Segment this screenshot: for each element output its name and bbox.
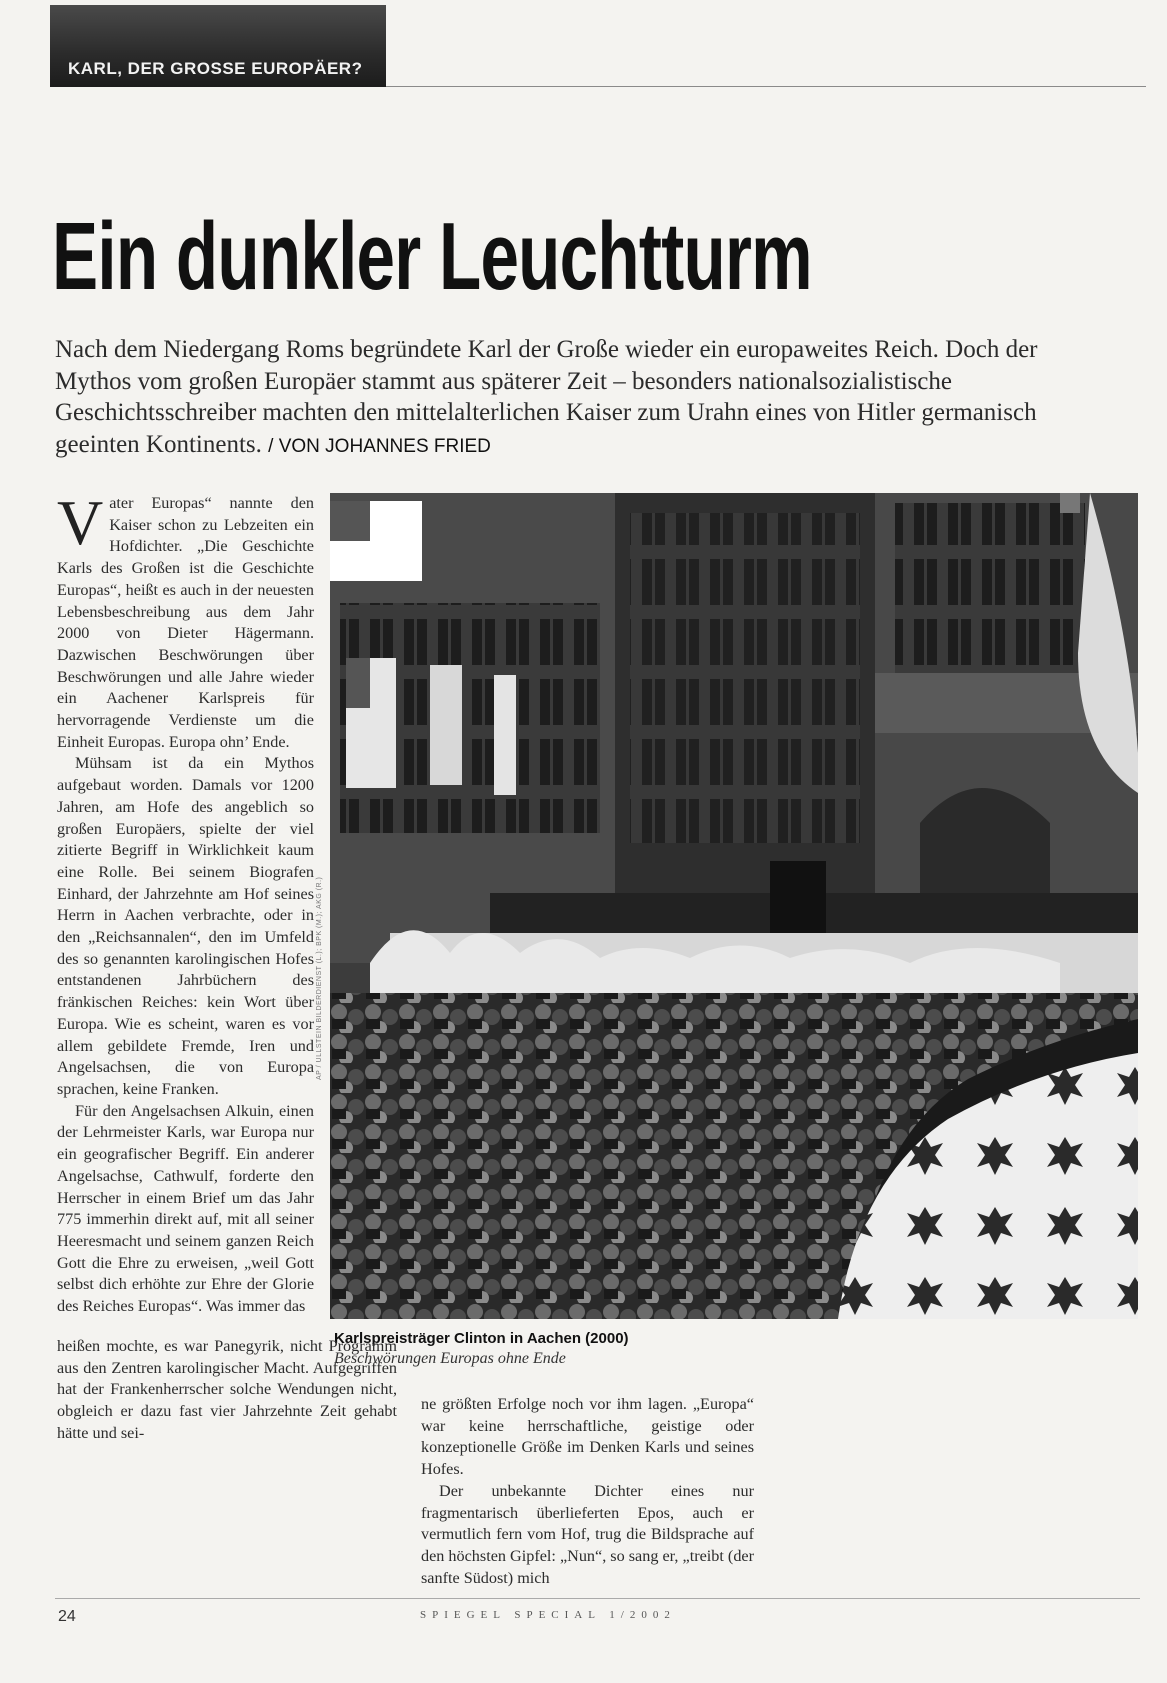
drop-cap: V (57, 487, 104, 558)
paragraph-4: Der unbekannte Dichter eines nur fragmentarisch überlieferten Epos, auch er vermutlich fern vom Hof, trug die Bildsprache auf den höchsten Gipfel: „Nun“, so sang er, „treibt (der sanfte Südost) mich (421, 1481, 754, 1587)
article-deck (55, 334, 1040, 462)
body-column-left (57, 487, 314, 1318)
ceremony-photo (330, 493, 1138, 1319)
photo-caption-title: Karlspreisträger Clinton in Aachen (2000) (334, 1330, 629, 1347)
paragraph-2: Mühsam ist da ein Mythos aufgebaut worden. Damals vor 1200 Jahren, am Hofe des angeblich so großen Europäers, spielte der viel zitierte Begriff in Wirklichkeit kaum eine Rolle. Bei seinem Biografen Einhard, der Jahrzehnte am Hof seines Herrn in Aachen verbrachte, oder in den „Reichsannalen“, den im Umfeld des so genannten karolingischen Hofes entstandenen Jahrbüchern des fränkischen Reiches: kein Wort über Europa. Wie es scheint, waren es vor allem gebildete Fremde, Iren und Angelsachsen, die von Europa sprachen, keine Franken. (57, 754, 314, 1098)
section-kicker (50, 5, 386, 87)
deck-text: Nach dem Niedergang Roms begründete Karl der Große wieder ein europaweites Reich. Doch der Mythos vom großen Europäer stammt aus späterer Zeit – besonders nationalsozialistische Geschichtsschreiber machten den mittelalterlichen Kaiser zum Urahn eines von Hitler germanisch geeinten Kontinents. (55, 336, 1038, 458)
article-headline: Ein dunkler Leuchtturm (52, 203, 812, 310)
paragraph-3b: ne größten Erfolge noch vor ihm lagen. „Europa“ war keine herrschaftliche, geistige oder konzeptionelle Größe im Denken Karls und seines Hofes. (421, 1395, 754, 1479)
flag-germany (494, 675, 516, 795)
photo-credit: AP / ULLSTEIN BILDERDIENST (L.); BPK (M.); AKG (R.) (316, 876, 323, 1080)
paragraph-1: ater Europas“ nannte den Kaiser schon zu Lebzeiten ein Hofdichter. „Die Geschichte Karls des Großen ist die Geschichte Europas“, heißt es auch in der neuesten Lebensbeschreibung aus dem Jahr 2000 von Dieter Hägermann. Dazwischen Beschwörungen über Beschwörungen und alle Jahre wieder ein Aachener Karlspreis für hervorragende Verdienste um die Einheit Europas. Europa ohn’ Ende. (57, 494, 314, 751)
paragraph-3a: Für den Angelsachsen Alkuin, einen der Lehrmeister Karls, war Europa nur ein geografischer Begriff. Ein anderer Angelsachse, Cathwulf, forderte den Herrscher in einem Brief um das Jahr 775 immerhin direkt auf, mit all seiner Heeresmacht und seinem ganzen Reich Gott die Ehre zu erweisen, „weil Gott selbst dich erhöhte zur Ehre der Glorie des Reiches Europas“. Was immer das (57, 1101, 314, 1316)
page-number: 24 (58, 1608, 76, 1625)
publication-name: SPIEGEL SPECIAL 1/2002 (420, 1609, 676, 1621)
body-column-right (421, 1394, 754, 1589)
flag-eu (430, 665, 462, 785)
header-rule (386, 86, 1146, 87)
paragraph-3a-continued: heißen mochte, es war Panegyrik, nicht Programm aus den Zentren karolingischer Macht. Aufgegriffen hat der Frankenherrscher solche Wendungen nicht, obgleich er dazu fast vier Jahrzehnte Zeit gehabt hätte und sei- (57, 1337, 397, 1442)
photo-caption-subtitle: Beschwörungen Europas ohne Ende (334, 1350, 566, 1367)
byline: / VON JOHANNES FRIED (268, 435, 491, 457)
footer-rule (55, 1598, 1140, 1599)
kicker-text: KARL, DER GROSSE EUROPÄER? (68, 59, 363, 78)
